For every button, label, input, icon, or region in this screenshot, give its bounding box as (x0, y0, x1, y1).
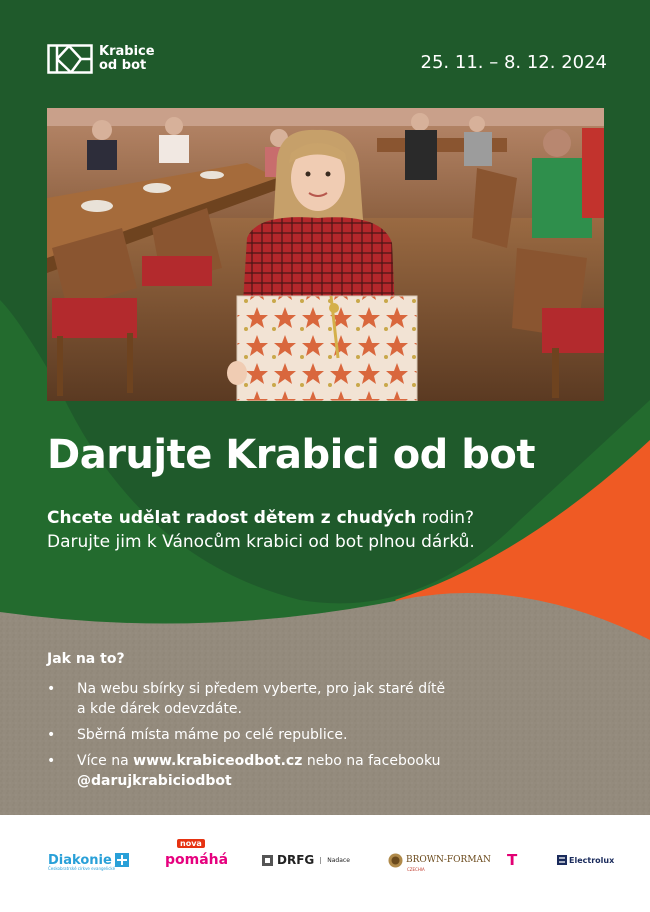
intro-rest: rodin? Darujte jim k Vánocům krabici od bot plnou dárků. (47, 508, 475, 552)
partner-brown-forman[interactable] (388, 848, 491, 872)
gift-box (237, 296, 417, 401)
partner-electrolux[interactable] (557, 848, 614, 872)
campaign-dates: 25. 11. – 8. 12. 2024 (420, 52, 607, 73)
intro-bold: Chcete udělat radost dětem z chudých (47, 508, 417, 528)
headline: Darujte Krabici od bot (47, 432, 535, 478)
howto-item-3-mid: nebo na facebooku (302, 753, 441, 769)
telekom-t-icon: T (507, 851, 518, 869)
brand-name (99, 45, 155, 73)
diakonie-name: Diakonie (48, 852, 112, 868)
facebook-handle-link[interactable]: @darujkrabiciodbot (77, 773, 232, 789)
drfg-name: DRFG (277, 853, 315, 867)
brown-forman-emblem-icon (388, 853, 403, 868)
partner-diakonie[interactable] (48, 848, 129, 872)
howto-title: Jak na to? (47, 651, 125, 667)
brown-forman-name: BROWN-FORMAN (406, 855, 491, 865)
howto-item-3-pre: Více na (77, 753, 134, 769)
nova-label: nova (177, 839, 205, 848)
drfg-nadace: Nadace (320, 857, 350, 864)
hero-photo (47, 108, 604, 401)
box-logo-icon (47, 44, 93, 74)
photo-girl-with-gift (47, 108, 604, 401)
electrolux-logo-icon (557, 855, 567, 865)
brand-line-2: od bot (99, 58, 147, 73)
partner-telekom[interactable] (507, 848, 517, 872)
partners-footer (0, 815, 650, 912)
header (47, 44, 607, 80)
diakonie-subtitle: Českobratrské církve evangelické (48, 866, 116, 871)
website-link[interactable]: www.krabiceodbot.cz (133, 753, 303, 769)
brand-line-1: Krabice (99, 44, 155, 59)
brand-logo[interactable] (47, 44, 155, 74)
brown-forman-country: CZECHIA (407, 867, 425, 872)
pomaha-label: pomáhá (165, 852, 229, 868)
howto-item-3 (47, 751, 447, 791)
diakonie-cross-icon (115, 853, 129, 867)
drfg-square-icon (262, 855, 273, 866)
intro-text (47, 506, 517, 554)
howto-item-1: • Na webu sbírky si předem vyberte, pro jak staré dítě a kde dárek odevzdáte. (47, 679, 447, 719)
howto-item-2: • Sběrná místa máme po celé republice. (47, 725, 447, 745)
partner-drfg[interactable] (262, 848, 350, 872)
electrolux-name: Electrolux (569, 855, 615, 865)
howto-list (47, 679, 447, 797)
partner-nova-pomaha[interactable] (165, 839, 229, 872)
